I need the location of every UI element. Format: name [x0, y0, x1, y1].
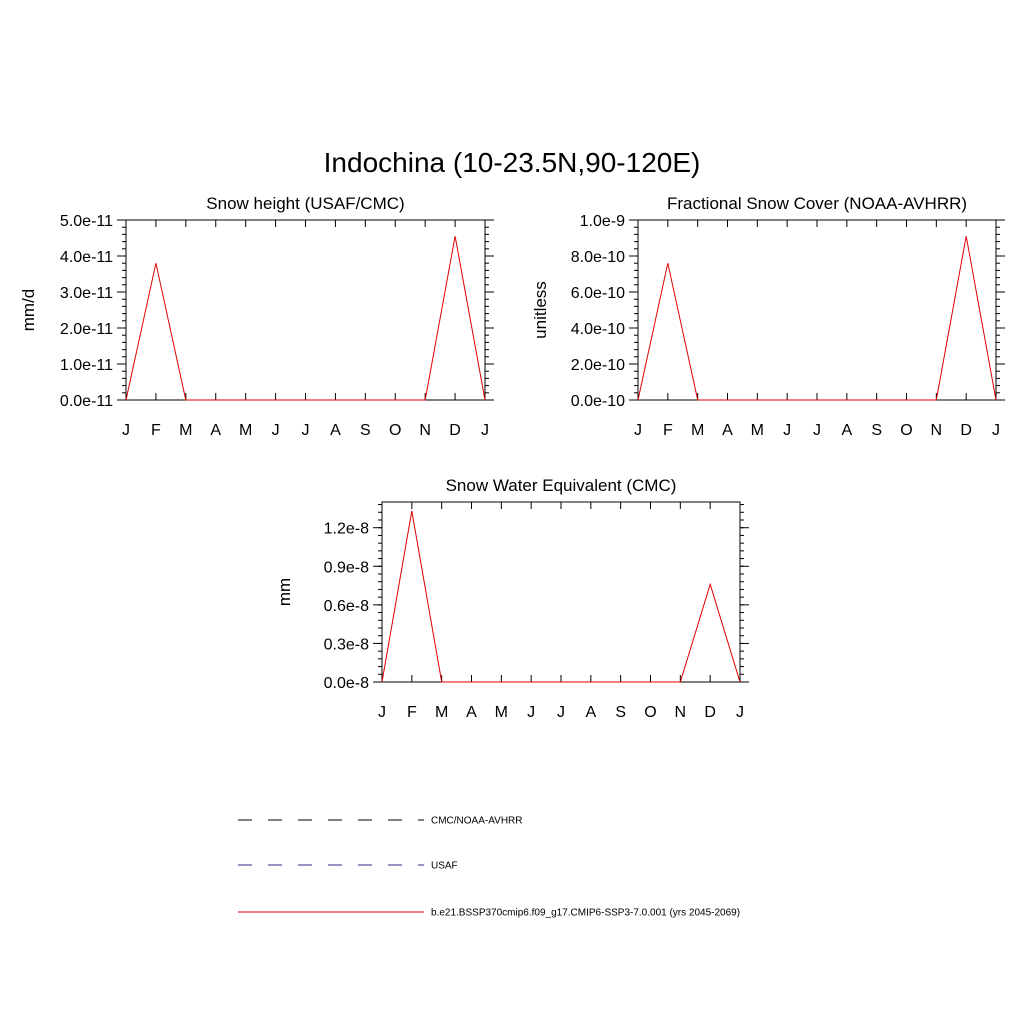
x-tick-label: S — [615, 704, 627, 721]
y-tick-label: 1.0e-11 — [59, 357, 113, 374]
x-tick-label: M — [750, 422, 764, 439]
x-tick-label: F — [662, 422, 673, 439]
y-tick-label: 2.0e-11 — [59, 321, 113, 338]
y-tick-label: 2.0e-10 — [570, 357, 625, 374]
y-tick-label: 0.0e-10 — [570, 393, 625, 410]
x-tick-label: A — [585, 704, 597, 721]
legend-label: CMC/NOAA-AVHRR — [431, 815, 523, 827]
x-tick-label: A — [210, 422, 222, 439]
x-tick-label: D — [449, 422, 461, 439]
x-tick-label: J — [122, 422, 130, 439]
y-tick-label: 4.0e-10 — [570, 321, 625, 338]
panel-title: Fractional Snow Cover (NOAA-AVHRR) — [666, 194, 968, 213]
panels — [19, 194, 1005, 721]
x-tick-label: F — [151, 422, 161, 439]
y-tick-label: 4.0e-11 — [59, 249, 113, 266]
x-tick-label: F — [406, 704, 417, 721]
y-tick-label: 5.0e-11 — [59, 213, 113, 230]
x-tick-label: M — [435, 704, 449, 721]
x-tick-label: O — [389, 422, 402, 439]
x-tick-label: M — [179, 422, 193, 439]
x-tick-label: A — [466, 704, 477, 721]
y-tick-label: 0.6e-8 — [323, 597, 369, 615]
legend-label: b.e21.BSSP370cmip6.f09_g17.CMIP6-SSP3-7.0.001 (yrs 2045-2069) — [431, 907, 741, 919]
y-axis-label: unitless — [531, 281, 550, 339]
x-tick-label: J — [783, 422, 792, 439]
x-tick-label: S — [871, 422, 883, 439]
x-tick-label: S — [359, 422, 371, 439]
series-line-model — [638, 236, 996, 400]
x-tick-label: J — [481, 422, 489, 439]
panel-3 — [275, 476, 749, 721]
x-tick-label: N — [419, 422, 431, 439]
x-tick-label: J — [378, 704, 386, 721]
x-tick-label: O — [644, 704, 657, 721]
y-axis-label: mm/d — [19, 288, 38, 332]
series-line-model — [382, 511, 740, 682]
legend-entry — [238, 908, 740, 919]
x-tick-label: J — [527, 704, 536, 721]
x-tick-label: M — [691, 422, 705, 439]
x-tick-label: A — [722, 422, 733, 439]
y-tick-label: 0.3e-8 — [323, 636, 369, 654]
y-tick-label: 1.2e-8 — [323, 520, 369, 538]
y-tick-label: 0.0e-11 — [59, 393, 113, 410]
y-tick-label: 3.0e-11 — [59, 285, 113, 302]
x-tick-label: D — [960, 422, 972, 439]
legend — [238, 816, 740, 919]
y-tick-label: 0.9e-8 — [323, 559, 369, 577]
x-tick-label: J — [301, 422, 310, 439]
x-tick-label: J — [271, 422, 280, 439]
legend-label: USAF — [431, 860, 458, 872]
x-tick-label: N — [930, 422, 943, 439]
x-tick-label: O — [900, 422, 913, 439]
x-tick-label: N — [674, 704, 687, 721]
x-tick-label: M — [239, 422, 253, 439]
series-line-model — [126, 236, 485, 400]
x-tick-label: J — [634, 422, 642, 439]
y-tick-label: 6.0e-10 — [570, 285, 625, 302]
plot-frame — [382, 502, 740, 682]
x-tick-label: J — [557, 704, 565, 721]
y-tick-label: 8.0e-10 — [570, 249, 625, 266]
figure-title: Indochina (10-23.5N,90-120E) — [323, 147, 701, 178]
panel-2 — [531, 194, 1005, 439]
x-tick-label: J — [992, 422, 1000, 439]
x-tick-label: D — [704, 704, 716, 721]
panel-1 — [19, 194, 494, 439]
x-tick-label: A — [330, 422, 341, 439]
panel-title: Snow Water Equivalent (CMC) — [445, 476, 677, 495]
legend-entry — [238, 861, 458, 872]
x-tick-label: A — [841, 422, 853, 439]
panel-title: Snow height (USAF/CMC) — [206, 194, 405, 213]
y-tick-label: 1.0e-9 — [579, 213, 625, 230]
x-tick-label: J — [736, 704, 744, 721]
x-tick-label: J — [813, 422, 821, 439]
y-tick-label: 0.0e-8 — [323, 675, 369, 692]
y-axis-label: mm — [275, 577, 294, 607]
legend-entry — [238, 816, 522, 827]
x-tick-label: M — [494, 704, 508, 721]
